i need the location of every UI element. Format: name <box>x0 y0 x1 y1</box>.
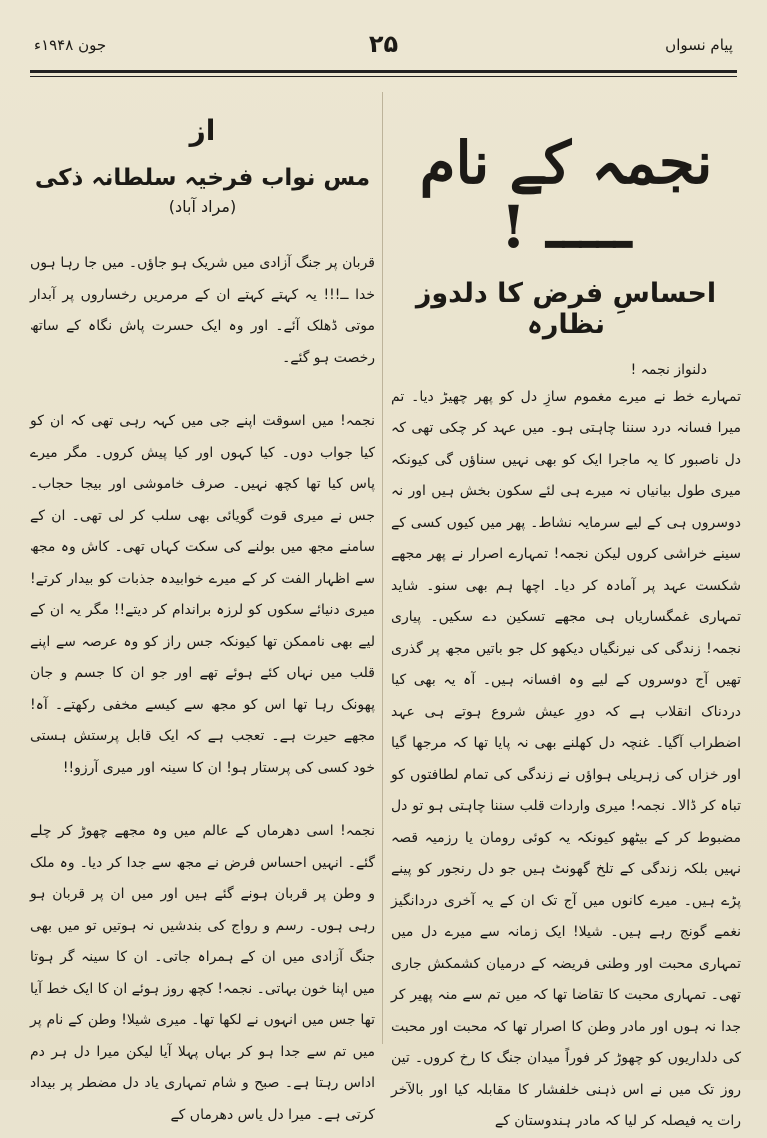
header-rule <box>30 70 737 73</box>
left-paragraph-1: قربان پر جنگ آزادی میں شریک ہو جاؤں۔ میں جا رہا ہوں خدا ــ!!! یہ کہتے کہتے ان کے مرمریں رخساروں پر آبدار موتی ڈھلک آئے۔ اور وہ ایک حسرت پاش نگاہ کے ساتھ رخصت ہو گئے۔ <box>30 255 375 366</box>
author-place: (مراد آباد) <box>168 197 237 216</box>
left-paragraph-2: نجمہ! میں اسوقت اپنے جی میں کہہ رہی تھی کہ ان کو کیا جواب دوں۔ کیا کہوں اور کیا پیش کروں۔ مگر میرے پاس کیا تھا کچھ نہیں۔ صرف خاموشی اور بیجا حجاب۔ جس نے میری قوت گویائی بھی سلب کر لی تھی۔ ان کے سامنے مجھ میں بولنے کی سکت کہاں تھی۔ کاش وہ مجھ سے اظہار الفت کر کے میرے خوابیدہ جذبات کو بیدار کرتے! میری دنیائے سکوں کو لرزہ براندام کر دیتے!! مگر یہ ان کے لیے بھی ناممکن تھا کیونکہ جس راز کو وہ عرصہ سے اپنے قلب میں نہاں کئے ہوئے تھے اور جو ان کا جسم و جان پھونک رہا تھا اس کو مجھ سے کیسے مخفی رکھتے۔ آہ! مجھے حیرت ہے۔ تعجب ہے کہ ایک قابل پرستش ہستی خود کسی کی پرستار ہو! ان کا سینہ اور میری آرزو!! <box>30 413 375 776</box>
header-rule-thin <box>30 76 737 77</box>
left-column <box>30 92 375 1123</box>
column-divider <box>382 92 383 1044</box>
issue-date: جون ۱۹۴۸ء <box>34 36 107 54</box>
left-paragraph-3: نجمہ! اسی دھرماں کے عالم میں وہ مجھے چھوڑ کر چلے گئے۔ انہیں احساس فرض نے مجھ سے جدا کر دیا۔ وہ ملک و وطن پر قربان ہونے گئے ہیں اور میں ان پر قربان ہو رہی ہوں۔ رسم و رواج کی بندشیں نہ ہوتیں تو میں بھی جنگ آزادی میں ان کے ہمراہ جاتی۔ ان کا سینہ گر ہوتا میں اپنا خون بہاتی۔ نجمہ! کچھ روز ہوئے ان کا ایک خط آیا تھا جس میں انہوں نے لکھا تھا۔ میری شیلا! وطن کے نام پر میں تم سے جدا ہو کر بہاں پہلا آیا لیکن میرا دل ہر دم اداس رہتا ہے۔ صبح و شام تمہاری یاد دل مضطر پر بیداد کرتی ہے۔ میرا دل یاس دھرماں کے <box>30 823 375 1123</box>
article-title: نجمہ کے نام ـــــ ! <box>419 129 713 261</box>
right-paragraph: تمہارے خط نے میرے مغموم سازِ دل کو پھر چھیڑ دیا۔ تم میرا فسانہ درد سننا چاہتی ہو۔ میں عہد کر چکی تھی کہ دل ناصبور کا یہ ماجرا ایک کو بھی نہیں سناؤں گی کیونکہ میری طول بیانیاں نہ میرے ہی لئے سکون بخش ہیں اور نہ دوسروں ہی کے لیے سرمایہ نشاط۔ پھر میں کیوں کسی کے سینے خراشی کروں لیکن نجمہ! تمہارے اصرار نے پھر مجھے شکست عہد پر آمادہ کر دیا۔ اچھا ہم بھی سنو۔ شاید تمہاری غمگساریاں ہی مجھے تسکین دے سکیں۔ پیاری نجمہ! زندگی کی نیرنگیاں دیکھو کل جو باتیں مجھ پر گذری تھیں آج دوسروں کے لیے وہ افسانہ ہیں۔ آہ یہ بھی کیا دردناک انقلاب ہے کہ دورِ عیش شروع ہوتے ہی عہد اضطراب آگیا۔ غنچہ دل کھلنے بھی نہ پایا تھا کہ مرجھا گیا اور خزاں کی زہریلی ہواؤں نے زندگی کی تمام لطافتوں کو تباہ کر ڈالا۔ نجمہ! میری واردات قلب سننا چاہتی ہو تو دل مضبوط کر کے بیٹھو کیونکہ یہ کوئی رومان یا رزمیہ قصہ نہیں بلکہ زندگی کے تلخ گھونٹ ہیں جو دل رنجور کو پینے پڑے ہیں۔ میرے کانوں میں آج تک ان کے یہ آخری دردانگیز نغمے گونج رہے ہیں۔ شیلا! ایک زمانہ سے میرے دل میں تمہاری محبت اور وطنی فریضہ کے درمیان کشمکش جاری تھی۔ تمہاری محبت کا تقاضا تھا کہ میں تم سے منہ پھیر کر جدا نہ ہوں اور مادر وطن کا اصرار تھا کہ محبت اور محبت کی دلداریوں کو چھوڑ کر فوراً میدان جنگ کا رخ کروں۔ تین روز تک میں نے اس ذہنی خلفشار کا مقابلہ کیا اور بالآخر رات یہ فیصلہ کر لیا کہ مادر ہندوستان کے <box>391 388 741 1130</box>
magazine-name: پیام نسواں <box>665 36 733 54</box>
right-column <box>391 92 741 1130</box>
article-subtitle: احساسِ فرض کا دلدوز نظارہ <box>415 277 717 340</box>
page-header <box>28 30 739 70</box>
page-number: ۲۵ <box>368 30 399 58</box>
author-name: مس نواب فرخیہ سلطانہ ذکی <box>34 165 371 191</box>
byline-prefix: از <box>189 114 216 147</box>
salutation: دلنواز نجمہ ! <box>630 361 707 378</box>
